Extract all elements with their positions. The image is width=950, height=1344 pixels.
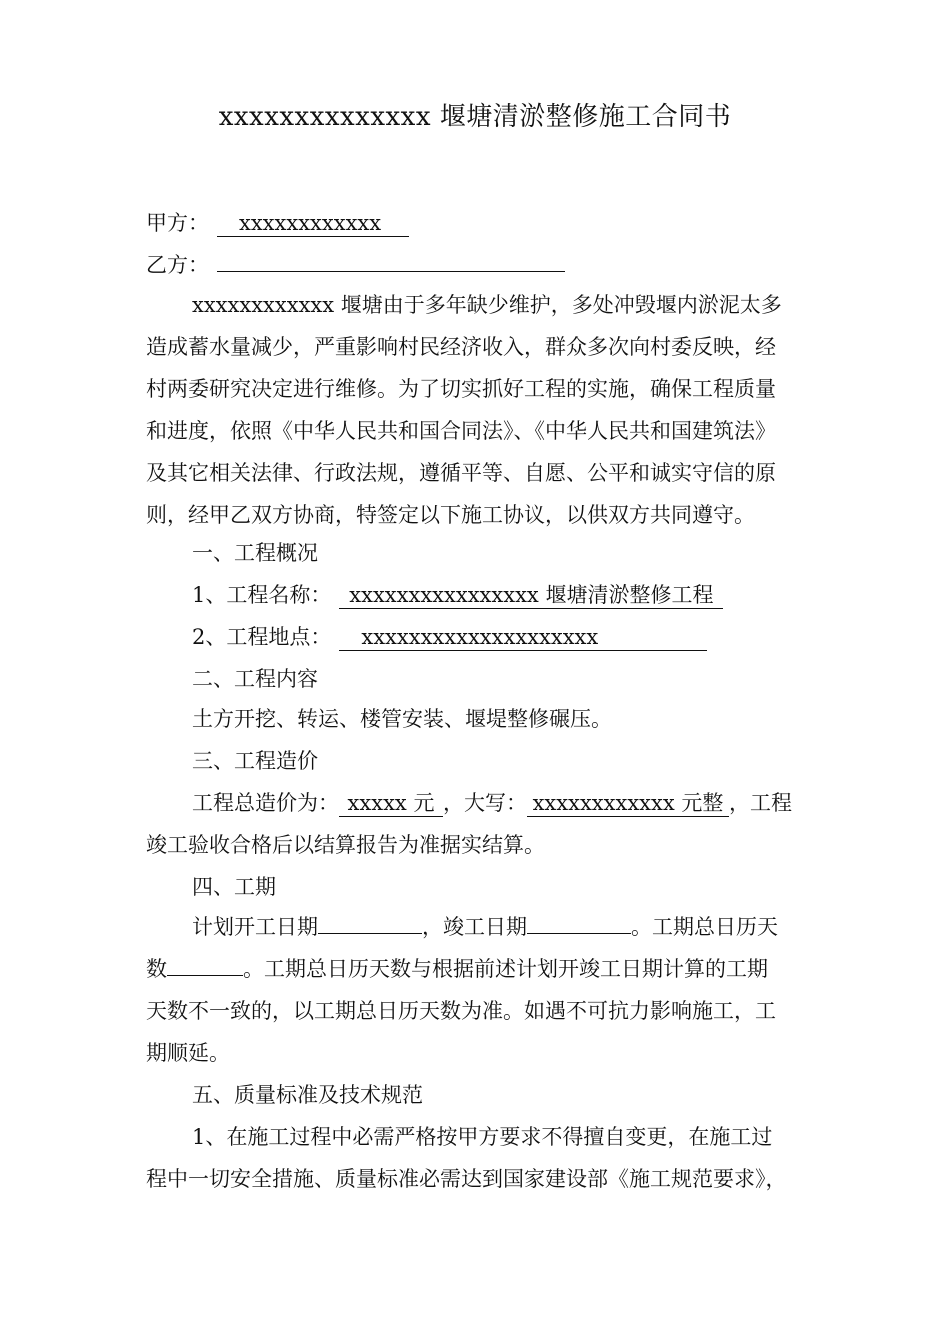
duration-text-line: 期顺延。 xyxy=(146,1041,230,1065)
project-place-field[interactable]: xxxxxxxxxxxxxxxxxxxx xyxy=(339,624,707,651)
project-name-field[interactable]: xxxxxxxxxxxxxxxx 堰塘清淤整修工程 xyxy=(339,582,723,609)
intro-line: 造成蓄水量减少，严重影响村民经济收入，群众多次向村委反映，经 xyxy=(146,335,776,359)
price-tail: ，工程 xyxy=(729,791,792,815)
intro-paragraph xyxy=(146,284,816,536)
duration-line xyxy=(146,954,768,984)
project-name-label: 1、工程名称： xyxy=(192,583,332,607)
duration-text: 。工期总日历天数与根据前述计划开竣工日期计算的工期 xyxy=(243,957,768,981)
price-line xyxy=(192,788,792,818)
intro-line: 及其它相关法律、行政法规，遵循平等、自愿、公平和诚实守信的原 xyxy=(146,461,776,485)
intro-line: 和进度，依照《中华人民共和国合同法》、《中华人民共和国建筑法》 xyxy=(146,419,776,443)
schedule-line xyxy=(192,912,778,942)
project-place-label: 2、工程地点： xyxy=(192,625,332,649)
party-a-field[interactable]: xxxxxxxxxxxx xyxy=(217,210,409,237)
quality-text-line: 程中一切安全措施、质量标准必需达到国家建设部《施工规范要求》， xyxy=(146,1167,787,1191)
party-b-field[interactable] xyxy=(217,271,565,272)
page-title: xxxxxxxxxxxxxx 堰塘清淤整修施工合同书 xyxy=(218,102,732,132)
section-2-heading: 二、工程内容 xyxy=(192,667,318,691)
project-place-line xyxy=(192,622,707,652)
price-label: 工程总造价为： xyxy=(192,791,339,815)
intro-line: xxxxxxxxxxxx 堰塘由于多年缺少维护，多处冲毁堰内淤泥太多 xyxy=(192,293,782,317)
end-date-field[interactable] xyxy=(527,933,631,934)
duration-text-line: 天数不一致的，以工期总日历天数为准。如遇不可抗力影响施工，工 xyxy=(146,999,776,1023)
end-date-label: ，竣工日期 xyxy=(422,915,527,939)
section-1-heading: 一、工程概况 xyxy=(192,541,318,565)
quality-text-line: 1、在施工过程中必需严格按甲方要求不得擅自变更，在施工过 xyxy=(192,1125,773,1149)
price-field[interactable]: xxxxx 元 xyxy=(339,790,443,817)
party-b-label: 乙方： xyxy=(146,253,209,277)
intro-line: 村两委研究决定进行维修。为了切实抓好工程的实施，确保工程质量 xyxy=(146,377,776,401)
total-days-label-cont: 数 xyxy=(146,957,167,981)
price-caps-field[interactable]: xxxxxxxxxxxx 元整 xyxy=(527,790,729,817)
project-name-line xyxy=(192,580,723,610)
start-date-label: 计划开工日期 xyxy=(192,915,318,939)
section-4-heading: 四、工期 xyxy=(192,875,276,899)
total-days-label: 。工期总日历天 xyxy=(631,915,778,939)
total-days-field[interactable] xyxy=(167,975,243,976)
start-date-field[interactable] xyxy=(318,933,422,934)
price-settlement-text: 竣工验收合格后以结算报告为准据实结算。 xyxy=(146,833,545,857)
intro-line: 则，经甲乙双方协商，特签定以下施工协议，以供双方共同遵守。 xyxy=(146,503,755,527)
section-5-heading: 五、质量标准及技术规范 xyxy=(192,1083,423,1107)
party-a-line xyxy=(146,208,409,238)
price-caps-label: ，大写： xyxy=(443,791,527,815)
party-b-line xyxy=(146,250,565,280)
section-3-heading: 三、工程造价 xyxy=(192,749,318,773)
section-2-text: 土方开挖、转运、楼管安装、堰堤整修碾压。 xyxy=(192,707,612,731)
party-a-label: 甲方： xyxy=(146,211,209,235)
